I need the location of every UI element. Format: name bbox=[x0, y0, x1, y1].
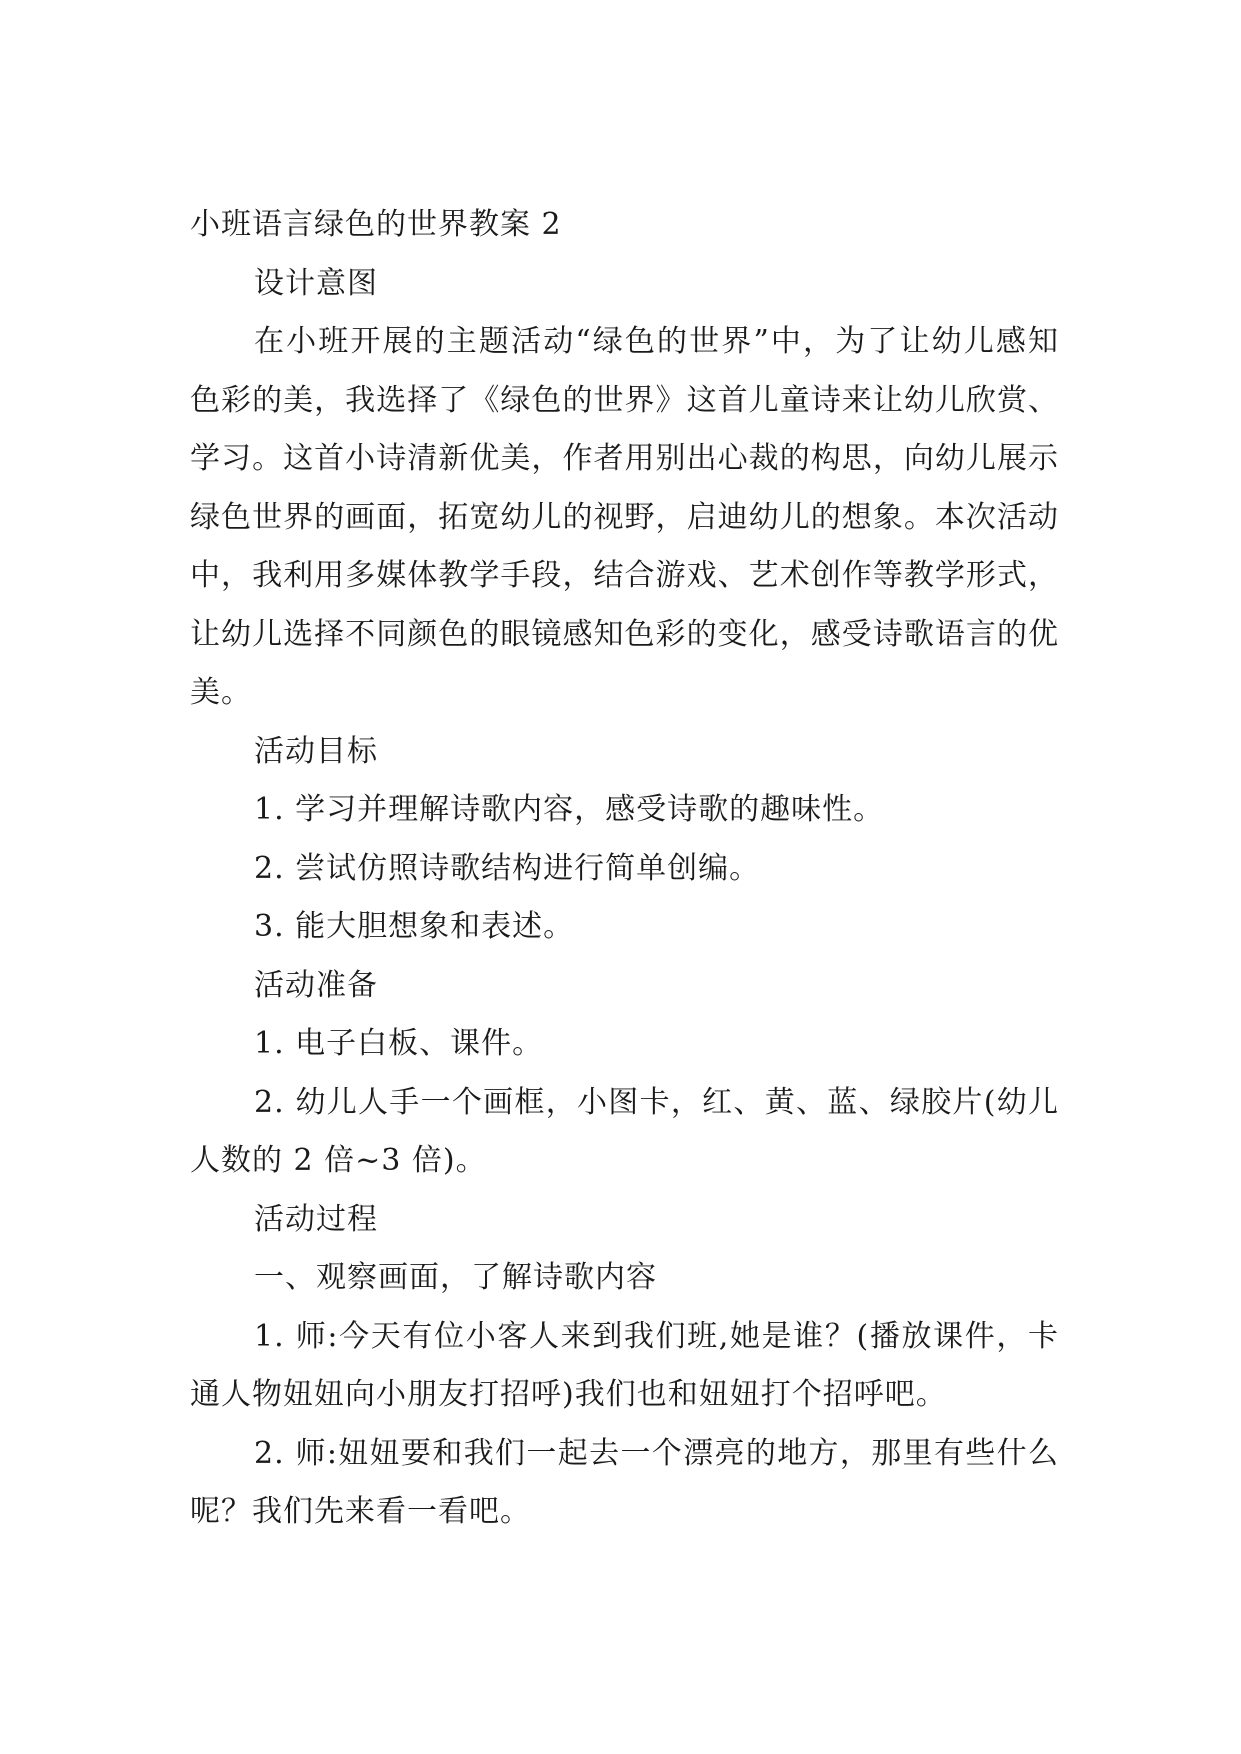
goal-item-3: 3. 能大胆想象和表述。 bbox=[254, 909, 575, 944]
heading-activity-goals: 活动目标 bbox=[254, 733, 378, 769]
goal-item-2: 2. 尝试仿照诗歌结构进行简单创编。 bbox=[254, 850, 761, 886]
heading-activity-process: 活动过程 bbox=[254, 1201, 378, 1237]
prep-item-2: 2. 幼儿人手一个画框，小图卡，红、黄、蓝、绿胶片(幼儿人数的 2 倍~3 倍)。 bbox=[190, 1084, 1059, 1178]
heading-activity-prep: 活动准备 bbox=[254, 967, 378, 1003]
process-item-2: 2. 师:妞妞要和我们一起去一个漂亮的地方，那里有些什么呢？我们先来看一看吧。 bbox=[190, 1435, 1059, 1529]
prep-item-1: 1. 电子白板、课件。 bbox=[254, 1026, 544, 1061]
goal-item-1: 1. 学习并理解诗歌内容，感受诗歌的趣味性。 bbox=[254, 792, 885, 827]
process-section-1: 一、观察画面，了解诗歌内容 bbox=[254, 1260, 657, 1295]
document-page bbox=[190, 196, 1059, 1542]
heading-design-intent: 设计意图 bbox=[254, 265, 378, 301]
design-intent-paragraph: 在小班开展的主题活动“绿色的世界”中，为了让幼儿感知色彩的美，我选择了《绿色的世界》这首儿童诗来让幼儿欣赏、学习。这首小诗清新优美，作者用别出心裁的构思，向幼儿展示绿色世界的画面，拓宽幼儿的视野，启迪幼儿的想象。本次活动中，我利用多媒体教学手段，结合游戏、艺术创作等教学形式，让幼儿选择不同颜色的眼镜感知色彩的变化，感受诗歌语言的优美。 bbox=[190, 324, 1059, 710]
process-item-1: 1. 师:今天有位小客人来到我们班,她是谁？(播放课件，卡通人物妞妞向小朋友打招呼)我们也和妞妞打个招呼吧。 bbox=[190, 1318, 1059, 1412]
document-title: 小班语言绿色的世界教案 2 bbox=[190, 207, 562, 242]
